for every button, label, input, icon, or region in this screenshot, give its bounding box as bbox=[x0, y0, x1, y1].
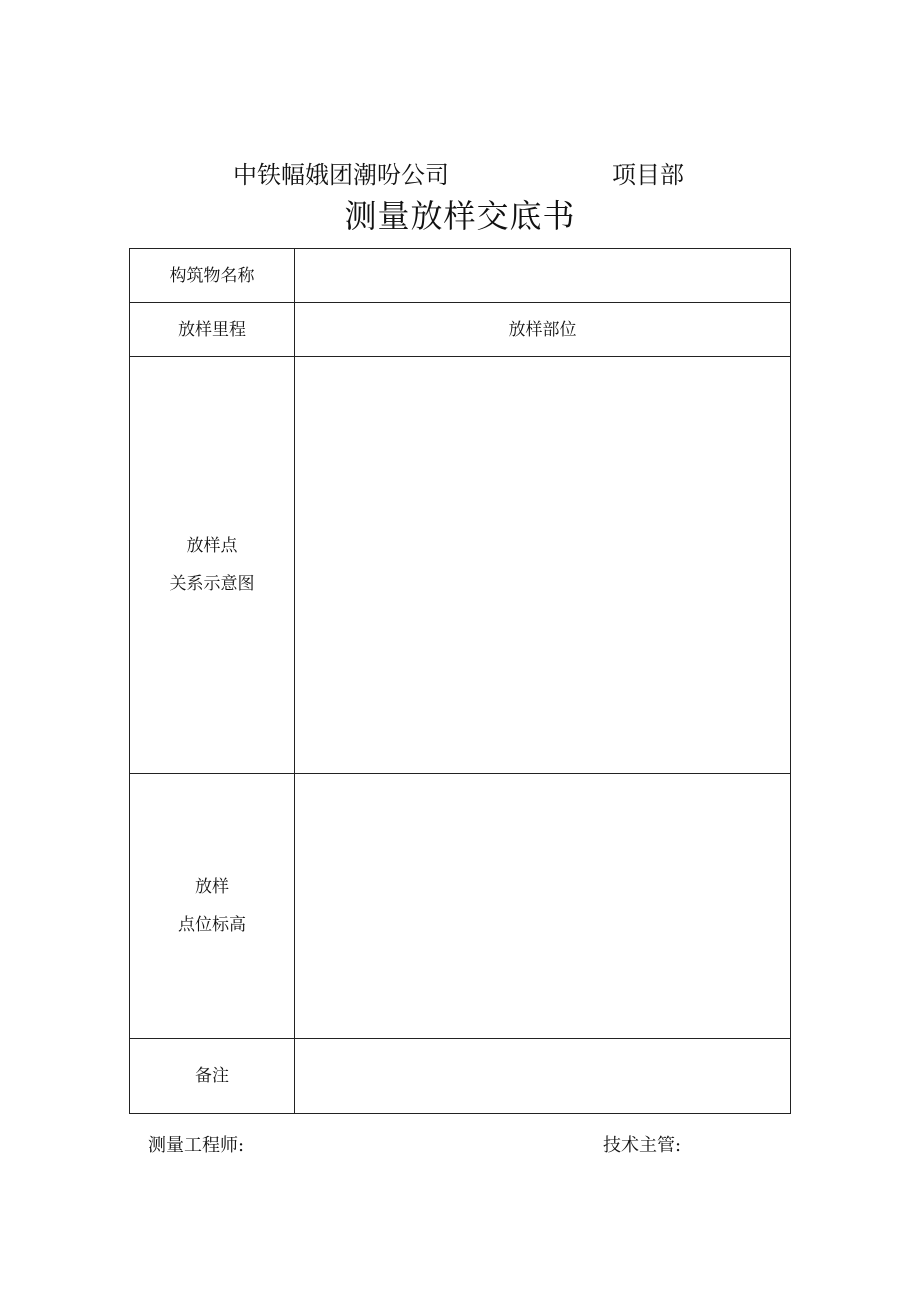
structure-name-field[interactable] bbox=[295, 249, 791, 303]
remarks-row bbox=[130, 1039, 791, 1114]
remarks-label: 备注 bbox=[130, 1039, 295, 1114]
elevation-label-line2: 点位标高 bbox=[178, 915, 246, 935]
elevation-label bbox=[130, 774, 295, 1039]
elevation-field[interactable] bbox=[295, 774, 791, 1039]
survey-form-table bbox=[129, 248, 791, 1114]
diagram-label bbox=[130, 357, 295, 774]
structure-name-row bbox=[130, 249, 791, 303]
diagram-label-line2: 关系示意图 bbox=[169, 574, 255, 594]
mileage-row bbox=[130, 303, 791, 357]
structure-name-label: 构筑物名称 bbox=[130, 249, 295, 303]
diagram-label-line1: 放样点 bbox=[186, 536, 238, 556]
header-line bbox=[0, 158, 920, 192]
diagram-field[interactable] bbox=[295, 357, 791, 774]
supervisor-signature-label: 技术主管: bbox=[603, 1135, 682, 1156]
diagram-row bbox=[130, 357, 791, 774]
remarks-field[interactable] bbox=[295, 1039, 791, 1114]
surveyor-signature-label: 测量工程师: bbox=[148, 1135, 245, 1156]
document-title: 测量放样交底书 bbox=[344, 197, 576, 235]
elevation-label-line1: 放样 bbox=[195, 877, 229, 897]
position-label: 放样部位 bbox=[295, 303, 791, 357]
mileage-label: 放样里程 bbox=[130, 303, 295, 357]
company-name: 中铁幅娥团潮吩公司 bbox=[233, 161, 449, 189]
elevation-row bbox=[130, 774, 791, 1039]
department-name: 项目部 bbox=[612, 161, 684, 189]
